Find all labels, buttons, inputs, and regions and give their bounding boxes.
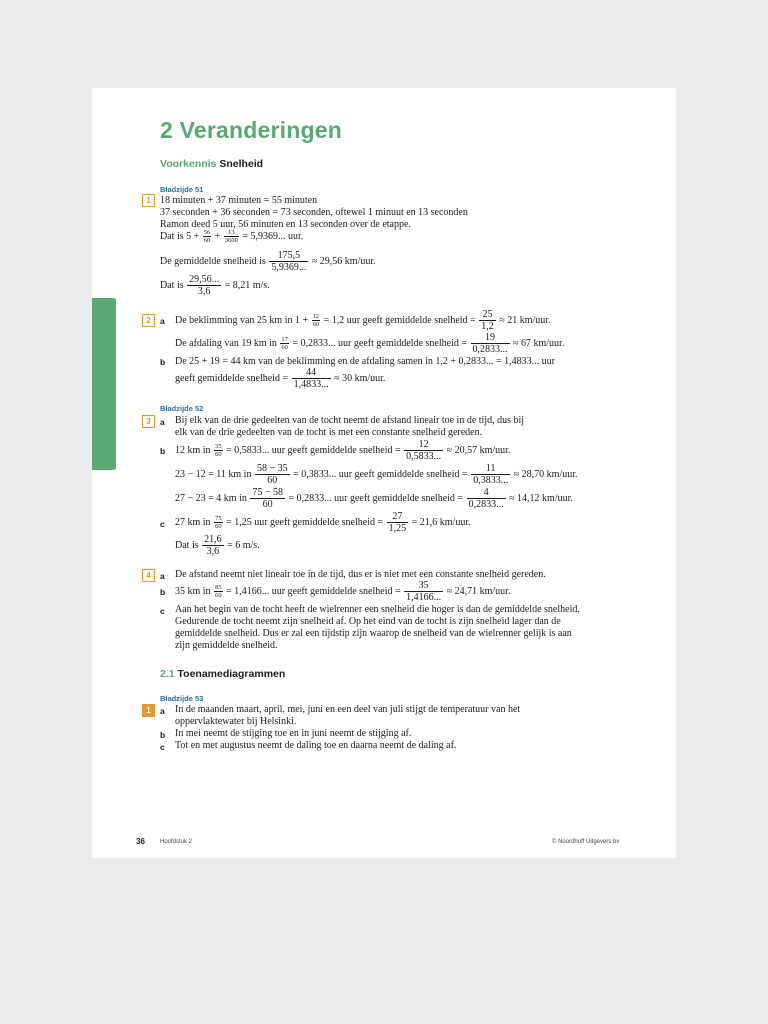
text-line: elk van de drie gedeelten van de tocht is met een constante snelheid gereden. [175,427,483,438]
math-line [175,511,471,534]
text-segment: = 0,3833... uur geeft gemiddelde snelheid = [293,468,468,480]
text-line: Aan het begin van de tocht heeft de wielrenner een snelheid die hoger is dan de gemiddelde snelheid. [175,604,580,615]
item-letter: c [160,519,165,529]
section-heading-21 [160,668,285,680]
text-segment: = 1,25 uur geeft gemiddelde snelheid = [226,516,384,528]
fraction-numerator: 75 − 58 [252,487,283,498]
text-segment: ≈ 20,57 km/uur. [446,444,511,456]
fraction-numerator: 35 [215,443,222,450]
section-heading-prefix: Voorkennis [160,158,217,170]
fraction-numerator: 27 [387,511,409,523]
text-segment: = 0,5833... uur geeft gemiddelde snelheid = [226,444,401,456]
fraction-denominator: 0,2833... [468,499,504,510]
fraction-numerator: 58 − 35 [256,463,288,474]
text-segment: = 0,2833... uur geeft gemiddelde snelheid = [292,337,467,349]
fraction [269,250,308,273]
text-segment: = 1,4166... uur geeft gemiddelde snelheid = [226,585,401,597]
fraction [187,274,221,297]
fraction-numerator: 75 [215,515,222,522]
item-letter: a [160,706,165,716]
math-line [160,274,270,297]
fraction-denominator: 60 [215,451,222,458]
text-segment: = 1,2 uur geeft gemiddelde snelheid = [323,314,476,326]
text-line: oppervlaktewater bij Helsinki. [175,716,297,727]
math-line [175,332,564,355]
text-segment: 12 km in [175,444,211,456]
exercise-number: 2 [142,314,155,327]
item-letter: a [160,571,165,581]
fraction [471,463,510,486]
math-line [175,439,510,462]
fraction-denominator: 60 [215,592,222,599]
section-heading-voorkennis [160,158,263,170]
page-number: 36 [136,837,145,846]
footer-chapter: Hoofdstuk 2 [160,839,193,845]
text-line: gemiddelde snelheid. Dus er zal een tijdstip zijn waarop de snelheid van de wielrenner gelijk is aan [175,628,572,639]
text-line: De afstand neemt niet lineair toe in de tijd, dus er is niet met een constante snelheid gereden. [175,569,546,580]
fraction-numerator: 12 [404,439,443,451]
fraction [250,487,285,510]
fraction-denominator: 1,25 [388,523,407,534]
fraction-denominator: 3,6 [197,286,211,297]
section-title: Toenamediagrammen [177,668,286,680]
text-segment: De afdaling van 19 km in [175,337,277,349]
text-segment: + [214,230,221,242]
text-segment: 27 km in [175,516,211,528]
text-line: Ramon deed 5 uur, 56 minuten en 13 seconden over de etappe. [160,219,411,230]
fraction-denominator: 3600 [224,237,238,244]
fraction-denominator: 1,4833... [293,379,329,390]
math-line [175,580,510,603]
text-segment: = 6 m/s. [227,539,260,551]
exercise-number: 3 [142,415,155,428]
item-letter: a [160,417,165,427]
fraction [404,439,443,462]
text-segment: ≈ 28,70 km/uur. [513,468,578,480]
text-segment: Dat is [160,279,184,291]
fraction-numerator: 13 [224,229,239,237]
fraction-numerator: 29,56... [189,274,220,285]
section-number: 2.1 [160,668,175,680]
fraction [255,463,290,486]
text-segment: 35 km in [175,585,211,597]
fraction-denominator: 0,5833... [406,451,442,462]
exercise-number: 4 [142,569,155,582]
text-segment: ≈ 29,56 km/uur. [311,255,376,267]
fraction-denominator: 0,3833... [473,475,509,486]
item-letter: a [160,316,165,326]
text-segment: ≈ 67 km/uur. [513,337,565,349]
math-line [160,229,303,244]
fraction-numerator: 56 [203,229,211,236]
page-reference: Bladzijde 53 [160,694,204,703]
text-segment: ≈ 14,12 km/uur. [509,492,573,504]
fraction [214,584,223,599]
text-line: Gedurende de tocht neemt zijn snelheid af. Op het eind van de tocht is zijn snelheid lager dan de [175,616,561,627]
text-line: In de maanden maart, april, mei, juni en een deel van juli stijgt de temperatuur van het [175,704,521,715]
fraction [292,367,331,390]
fraction [214,443,223,458]
chapter-title: 2 Veranderingen [160,117,342,143]
chapter-tab [92,298,116,470]
footer-copyright: © Noordhoff Uitgevers bv [552,839,620,845]
fraction-numerator: 25 [479,309,496,321]
fraction-denominator: 60 [281,344,288,351]
fraction-denominator: 1,4166... [406,592,442,603]
fraction-numerator: 17 [281,336,288,343]
fraction-numerator: 19 [471,332,510,344]
fraction-denominator: 60 [262,499,273,510]
item-letter: c [160,742,165,752]
math-line [160,250,376,273]
math-line [175,487,573,510]
text-line: 37 seconden + 36 seconden = 73 seconden, oftewel 1 minuut en 13 seconden [160,207,468,218]
fraction-denominator: 60 [312,321,320,328]
text-segment: Dat is [175,539,199,551]
text-segment: 27 − 23 = 4 km in [175,492,247,504]
fraction-numerator: 21,6 [204,534,222,545]
item-letter: b [160,587,166,597]
fraction-numerator: 4 [467,487,506,499]
fraction-denominator: 60 [203,237,211,244]
fraction-denominator: 60 [215,523,222,530]
text-line: 18 minuten + 37 minuten = 55 minuten [160,195,318,206]
item-letter: c [160,606,165,616]
text-segment: geeft gemiddelde snelheid = [175,372,289,384]
fraction [467,487,506,510]
text-segment: ≈ 30 km/uur. [334,372,386,384]
fraction [471,332,510,355]
fraction [387,511,409,534]
text-segment: De gemiddelde snelheid is [160,255,266,267]
text-line: Tot en met augustus neemt de daling toe en daarna neemt de daling af. [175,740,457,751]
math-line [175,367,385,390]
text-segment: = 0,2833... uur geeft gemiddelde snelheid = [288,492,464,504]
fraction-numerator: 175,5 [269,250,308,262]
fraction [202,534,224,557]
fraction [312,313,321,328]
fraction-numerator: 35 [404,580,443,592]
text-segment: Dat is 5 + [160,230,200,242]
text-line: zijn gemiddelde snelheid. [175,640,278,651]
fraction-denominator: 0,2833... [472,344,508,355]
item-letter: b [160,730,166,740]
fraction [479,309,496,332]
document-page [92,88,676,858]
fraction-denominator: 5,9369... [271,262,307,273]
fraction [280,336,289,351]
text-segment: = 8,21 m/s. [224,279,270,291]
fraction-numerator: 12 [312,313,320,320]
text-segment: ≈ 24,71 km/uur. [446,585,511,597]
exercise-number: 1 [142,194,155,207]
text-segment: = 5,9369... uur. [242,230,304,242]
text-segment: ≈ 21 km/uur. [499,314,551,326]
text-segment: 23 − 12 = 11 km in [175,468,252,480]
text-segment: = 21,6 km/uur. [411,516,471,528]
fraction [404,580,443,603]
fraction [214,515,223,530]
fraction-numerator: 11 [471,463,510,475]
section-heading-title: Snelheid [219,158,264,170]
text-line: Bij elk van de drie gedeelten van de tocht neemt de afstand lineair toe in de tijd, dus bij [175,415,525,426]
math-line [175,463,578,486]
math-line [175,309,551,332]
text-line: De 25 + 19 = 44 km van de beklimming en de afdaling samen in 1,2 + 0,2833... = 1,4833... uur [175,356,555,367]
page-reference: Bladzijde 51 [160,185,204,194]
page-reference: Bladzijde 52 [160,404,204,413]
exercise-number: 1 [142,704,155,717]
item-letter: b [160,446,166,456]
fraction [203,229,212,244]
fraction-denominator: 1,2 [481,321,494,332]
fraction-denominator: 3,6 [206,546,220,557]
fraction-numerator: 44 [292,367,331,379]
text-segment: De beklimming van 25 km in 1 + [175,314,309,326]
math-line [175,534,260,557]
item-letter: b [160,357,166,367]
text-line: In mei neemt de stijging toe en in juni neemt de stijging af. [175,728,412,739]
fraction-numerator: 85 [215,584,222,591]
fraction-denominator: 60 [267,475,278,486]
fraction [224,229,239,244]
